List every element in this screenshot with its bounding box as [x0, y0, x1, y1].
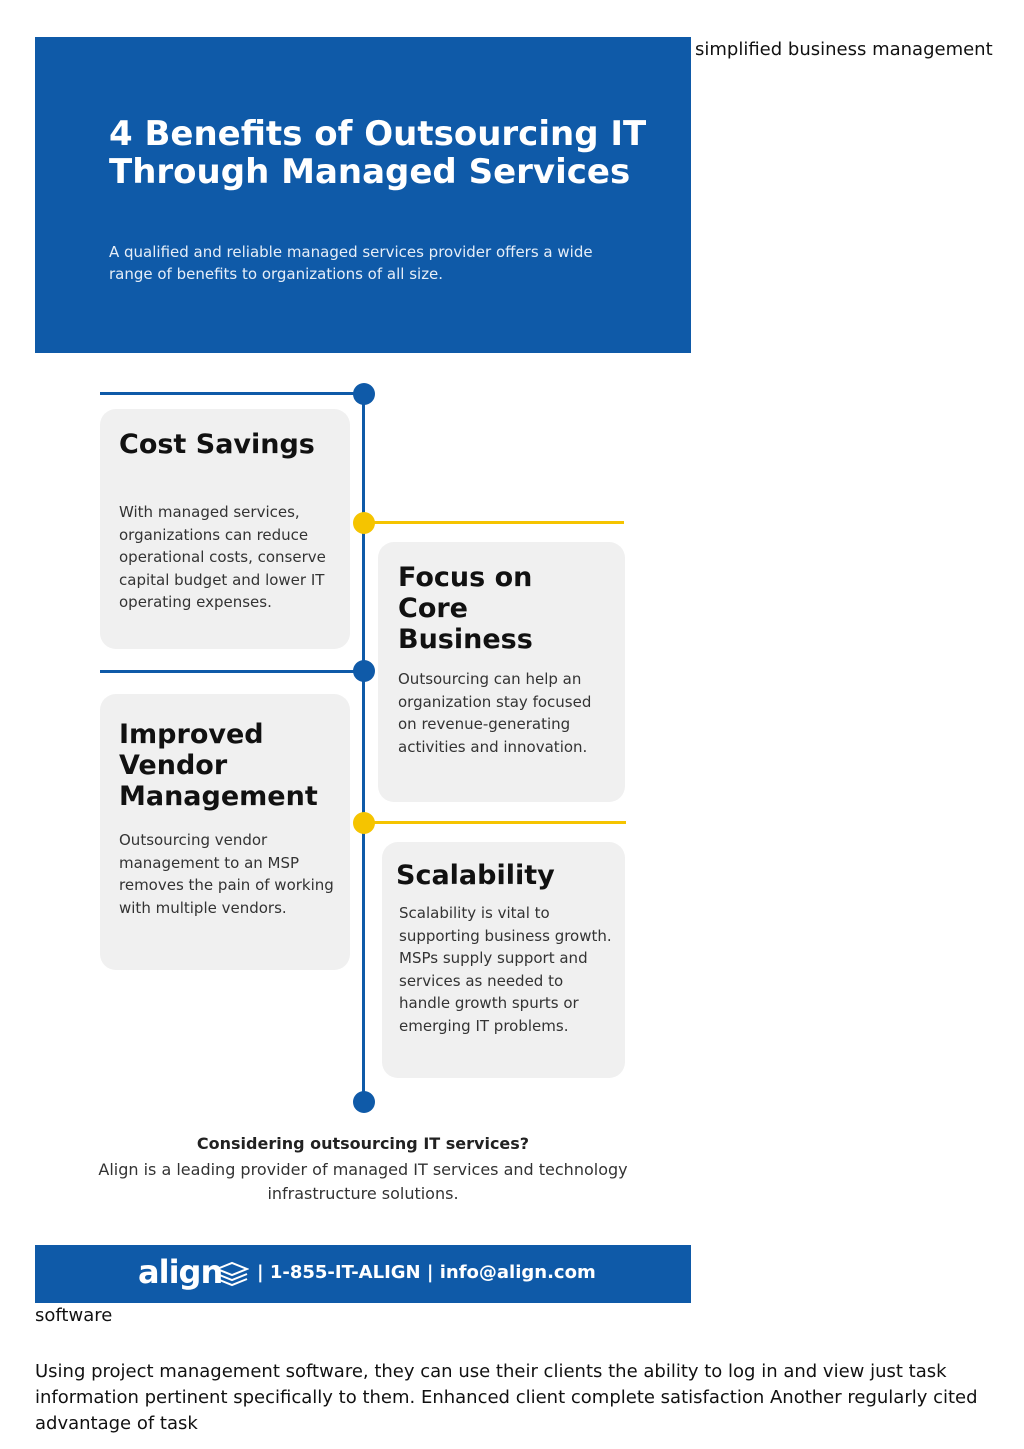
infographic-image [35, 37, 691, 1303]
timeline-connector [365, 821, 626, 824]
server-stack-icon [215, 1261, 249, 1287]
footer-contact: | 1-855-IT-ALIGN | info@align.com [257, 1262, 596, 1283]
benefit-title: Focus on Core Business [398, 562, 533, 655]
benefit-body: With managed services, organizations can reduce operational costs, conserve capital budget and lower IT operating expenses. [119, 503, 326, 611]
timeline-dot [353, 1091, 375, 1113]
align-logo: align [138, 1253, 223, 1291]
timeline-dot [353, 660, 375, 682]
infographic-header [35, 37, 691, 353]
benefit-title: Cost Savings [119, 429, 315, 460]
benefit-body: Outsourcing can help an organization stay focused on revenue-generating activities and innovation. [398, 670, 592, 756]
benefit-title: Improved Vendor Management [119, 719, 318, 812]
timeline-connector [100, 392, 364, 395]
software-text: software [35, 1305, 113, 1326]
benefit-card [378, 542, 625, 802]
benefit-card [100, 409, 350, 649]
timeline-dot [353, 383, 375, 405]
timeline-rail [362, 395, 365, 1101]
benefit-card [382, 842, 625, 1078]
timeline-dot [353, 812, 375, 834]
benefit-card [100, 694, 350, 970]
infographic-subtitle: A qualified and reliable managed services provider offers a wide range of benefits to organizations of all size. [109, 243, 593, 283]
timeline-connector [100, 670, 364, 673]
benefit-title: Scalability [396, 860, 555, 891]
cta-heading: Considering outsourcing IT services? [196, 1134, 530, 1153]
timeline-dot [353, 512, 375, 534]
timeline-connector [365, 521, 624, 524]
benefit-body: Outsourcing vendor management to an MSP removes the pain of working with multiple vendors. [119, 831, 334, 917]
infographic-title: 4 Benefits of Outsourcing IT Through Managed Services [109, 114, 647, 192]
benefit-body: Scalability is vital to supporting business growth. MSPs supply support and services as needed to handle growth spurts or emerging IT problems. [399, 904, 612, 1035]
side-text: simplified business management [695, 39, 993, 60]
cta-body: Align is a leading provider of managed IT services and technology infrastructure solutions. [98, 1160, 628, 1203]
body-paragraph: Using project management software, they can use their clients the ability to log in and view just task information pertinent specifically to them. Enhanced client complete satisfaction Another regularly cited advantage of task [35, 1361, 978, 1434]
infographic-footer [35, 1245, 691, 1303]
